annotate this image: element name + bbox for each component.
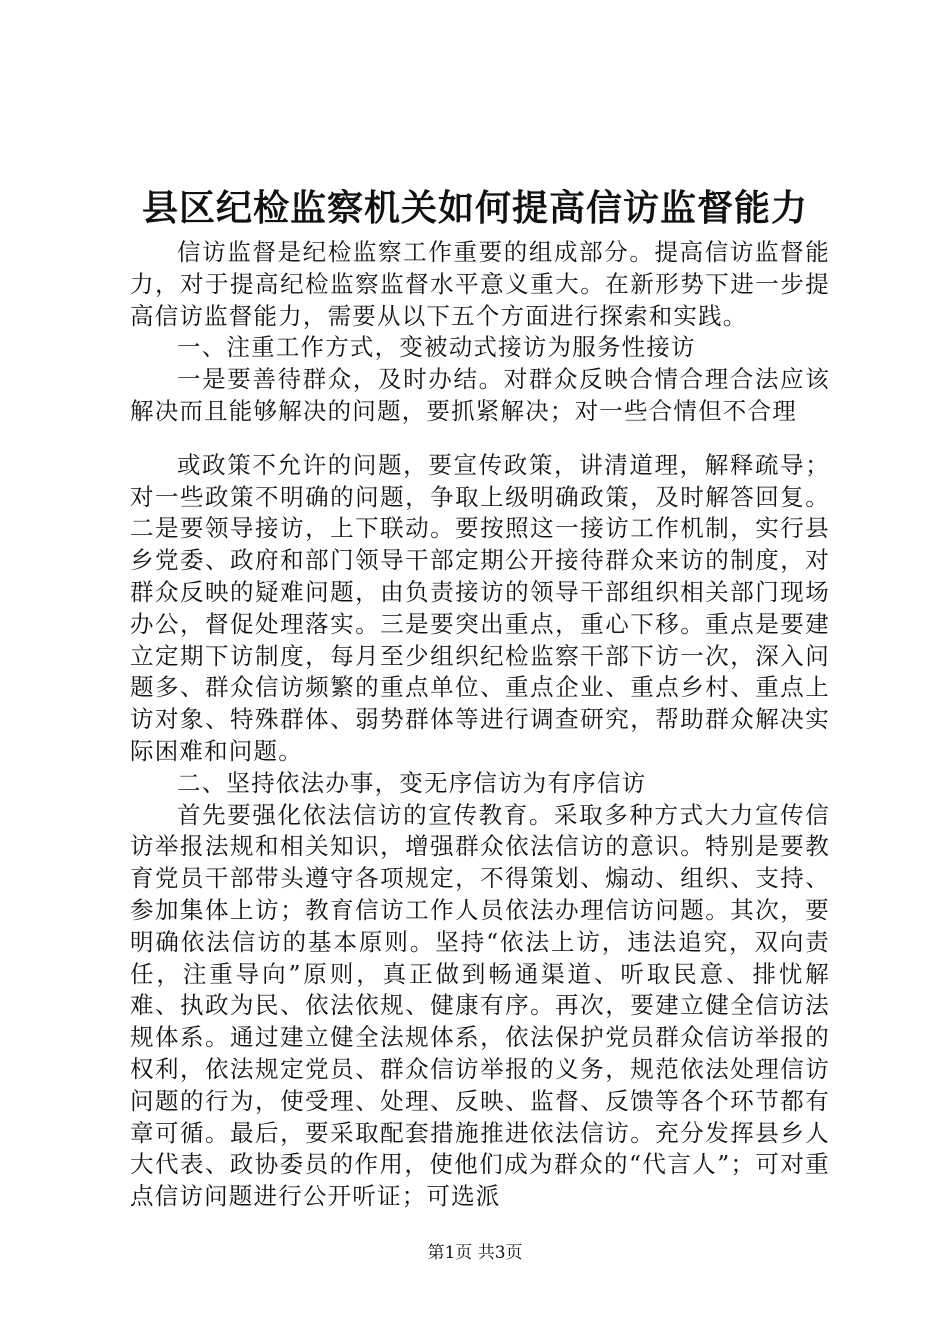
paragraph-intro: 信访监督是纪检监察工作重要的组成部分。提高信访监督能力，对于提高纪检监察监督水平意义重大。在新形势下进一步提高信访监督能力，需要从以下五个方面进行探索和实践。 xyxy=(130,238,830,330)
paragraph-section1-a: 一是要善待群众，及时办结。对群众反映合情合理合法应该解决而且能够解决的问题，要抓紧解决；对一些合情但不合理 xyxy=(130,365,830,425)
page-number: 第1页 共3页 xyxy=(427,1243,523,1263)
document-body xyxy=(130,237,830,1213)
paragraph-gap xyxy=(130,428,830,450)
section-heading-1: 一、注重工作方式，变被动式接访为服务性接访 xyxy=(177,333,696,362)
section-heading-2: 二、坚持依法办事，变无序信访为有序信访 xyxy=(177,768,647,797)
paragraph-section2: 首先要强化依法信访的宣传教育。采取多种方式大力宣传信访举报法规和相关知识，增强群众依法信访的意识。特别是要教育党员干部带头遵守各项规定，不得策划、煽动、组织、支持、参加集体上访；教育信访工作人员依法办理信访问题。其次，要明确依法信访的基本原则。坚持“依法上访，违法追究，双向责任，注重导向”原则，真正做到畅通渠道、听取民意、排忧解难、执政为民、依法依规、健康有序。再次，要建立健全信访法规体系。通过建立健全法规体系，依法保护党员群众信访举报的权利，依法规定党员、群众信访举报的义务，规范依法处理信访问题的行为，使受理、处理、反映、监督、反馈等各个环节都有章可循。最后，要采取配套措施推进依法信访。充分发挥县乡人大代表、政协委员的作用，使他们成为群众的“代言人”；可对重点信访问题进行公开听证；可选派 xyxy=(130,800,830,1211)
document-title: 县区纪检监察机关如何提高信访监督能力 xyxy=(141,187,808,229)
paragraph-section1-b: 或政策不允许的问题，要宣传政策，讲清道理，解释疏导；对一些政策不明确的问题，争取上级明确政策，及时解答回复。二是要领导接访，上下联动。要按照这一接访工作机制，实行县乡党委、政府和部门领导干部定期公开接待群众来访的制度，对群众反映的疑难问题，由负责接访的领导干部组织相关部门现场办公，督促处理落实。三是要突出重点，重心下移。重点是要建立定期下访制度，每月至少组织纪检监察干部下访一次，深入问题多、群众信访频繁的重点单位、重点企业、重点乡村、重点上访对象、特殊群体、弱势群体等进行调查研究，帮助群众解决实际困难和问题。 xyxy=(130,450,830,765)
